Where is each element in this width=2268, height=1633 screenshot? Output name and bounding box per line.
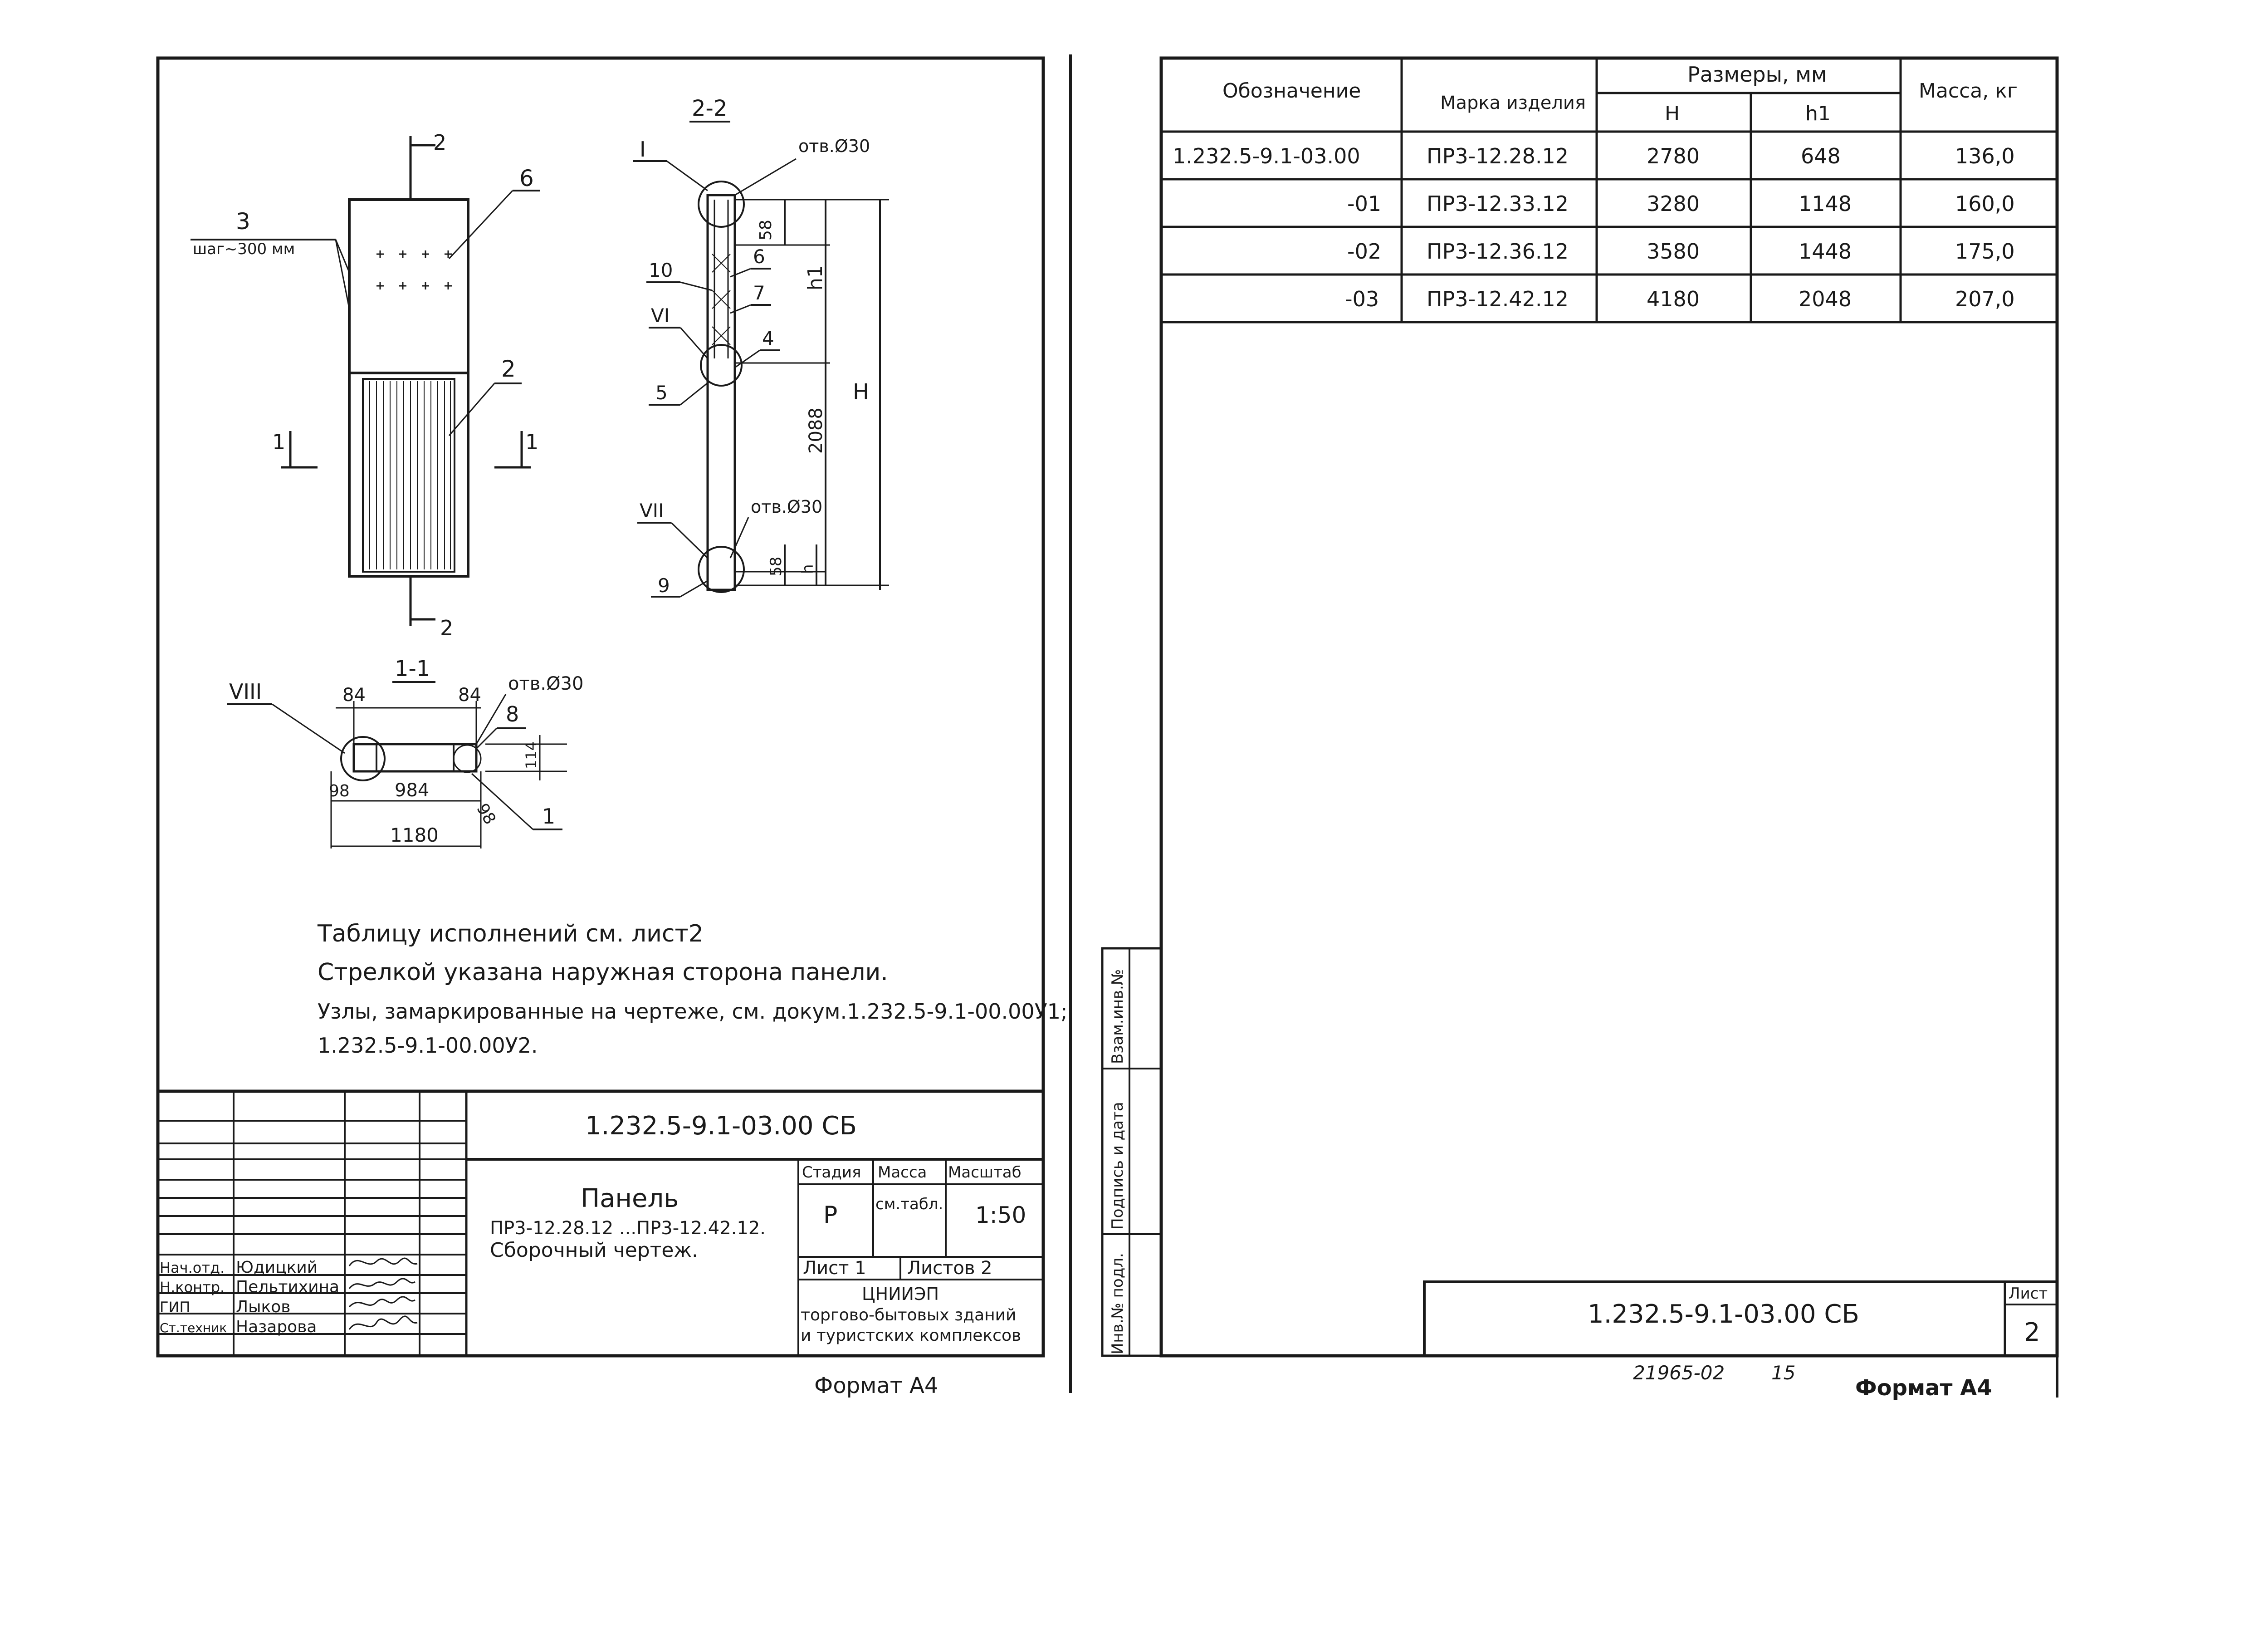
name-4: Назарова [236, 1318, 317, 1336]
note-3: Узлы, замаркированные на чертеже, см. докум.1.232.5-9.1-00.00У1; [318, 999, 1068, 1024]
sheet-2-code: 1.232.5-9.1-03.00 СБ [1588, 1300, 1859, 1329]
cell-H: 4180 [1647, 287, 1700, 311]
stamp-sign-date: Подпись и дата [1109, 1102, 1127, 1230]
table-row [1345, 287, 2015, 311]
cell-mark: ПР3-12.28.12 [1427, 144, 1569, 168]
format-label-2: Формат А4 [1855, 1375, 1992, 1401]
cell-H: 3580 [1647, 239, 1700, 264]
sheet-1 [158, 58, 1067, 1398]
cell-h1: 1148 [1799, 191, 1852, 216]
cell-designation: -03 [1345, 287, 1379, 311]
leader-3-note: шаг~300 мм [193, 240, 295, 258]
tb-org-2: торгово-бытовых зданий [801, 1306, 1017, 1324]
name-2: Пельтихина [236, 1278, 340, 1296]
dim-H: H [853, 379, 870, 405]
archive-number: 21965-02 [1633, 1362, 1725, 1384]
label-8: 8 [506, 702, 519, 726]
dim-114: 114 [523, 741, 540, 769]
dim-1180: 1180 [390, 824, 439, 846]
dim-h1: h1 [804, 265, 827, 290]
hole-bottom-label: отв.Ø30 [751, 497, 823, 517]
node-label-VII: VII [640, 500, 664, 522]
cell-H: 3280 [1647, 191, 1700, 216]
table-row [1347, 239, 2015, 264]
note-2: Стрелкой указана наружная сторона панели. [318, 959, 888, 986]
dim-h-bottom: h [799, 564, 817, 574]
archive-page: 15 [1771, 1362, 1796, 1384]
notes [317, 920, 1067, 1058]
cell-H: 2780 [1647, 144, 1700, 168]
variants-table [1161, 58, 2057, 322]
label-6: 6 [753, 245, 765, 268]
sheet-2-stamp [1424, 1282, 2057, 1356]
leader-2: 2 [501, 356, 516, 382]
tb-doctype: Сборочный чертеж. [490, 1239, 699, 1262]
section-1-1 [227, 656, 583, 848]
cut-label-1-right: 1 [525, 430, 539, 454]
cell-h1: 1448 [1799, 239, 1852, 264]
stamp-replace: Взам.инв.№ [1109, 969, 1127, 1064]
tb-scale-value: 1:50 [975, 1202, 1026, 1228]
node-label-I: I [640, 137, 646, 162]
label-9: 9 [658, 574, 670, 597]
tb-stage-value: Р [823, 1201, 838, 1229]
th-mark: Марка изделия [1440, 93, 1586, 113]
note-4: 1.232.5-9.1-00.00У2. [318, 1033, 538, 1058]
cut-label-2-top: 2 [433, 130, 447, 155]
cell-mark: ПР3-12.42.12 [1427, 287, 1569, 311]
tb-mass-header: Масса [878, 1163, 927, 1182]
role-2: Н.контр. [160, 1279, 225, 1296]
cell-mass: 160,0 [1955, 191, 2015, 216]
tb-org-1: ЦНИИЭП [862, 1284, 939, 1304]
name-1: Юдицкий [236, 1258, 318, 1277]
sheet-2-label: Лист [2009, 1285, 2048, 1303]
cell-mass: 207,0 [1955, 287, 2015, 311]
cell-mass: 136,0 [1955, 144, 2015, 168]
table-row [1173, 144, 2015, 168]
cell-designation: -01 [1347, 191, 1382, 216]
tb-scale-header: Масштаб [948, 1163, 1022, 1182]
cell-mass: 175,0 [1955, 239, 2015, 264]
section-2-2 [633, 96, 889, 597]
tb-subname: ПР3-12.28.12 ...ПР3-12.42.12. [490, 1218, 766, 1239]
cell-designation: 1.232.5-9.1-03.00 [1173, 144, 1360, 168]
sheet-2 [1070, 54, 2057, 1401]
th-h1: h1 [1805, 102, 1831, 125]
tb-mass-value: см.табл. [875, 1195, 943, 1213]
dim-58-bottom: 58 [767, 556, 785, 576]
name-3: Лыков [236, 1298, 291, 1316]
label-10: 10 [649, 259, 673, 281]
dim-984: 984 [395, 780, 430, 801]
sheet-2-frame [1161, 58, 2057, 1356]
table-row [1347, 191, 2015, 216]
tb-code: 1.232.5-9.1-03.00 СБ [585, 1111, 857, 1141]
label-4: 4 [762, 327, 774, 349]
panel-elevation [191, 130, 540, 640]
node-label-VIII: VIII [229, 679, 262, 704]
th-sizes: Размеры, мм [1687, 62, 1827, 87]
tb-sheet: Лист 1 [803, 1258, 866, 1279]
role-1: Нач.отд. [160, 1259, 225, 1276]
sheet-2-number: 2 [2024, 1318, 2040, 1347]
cell-mark: ПР3-12.33.12 [1427, 191, 1569, 216]
dim-2088: 2088 [806, 407, 826, 454]
format-label-1: Формат А4 [814, 1373, 938, 1398]
leader-6: 6 [519, 165, 534, 191]
dim-58-top: 58 [757, 220, 775, 240]
role-3: ГИП [160, 1299, 191, 1316]
section-2-2-title: 2-2 [692, 96, 728, 121]
dim-84-left: 84 [342, 685, 366, 706]
label-5: 5 [655, 382, 668, 404]
tb-org-3: и туристских комплексов [801, 1326, 1022, 1345]
th-mass: Масса, кг [1919, 79, 2018, 103]
node-label-VI: VI [651, 304, 670, 327]
cell-mark: ПР3-12.36.12 [1427, 239, 1569, 264]
tb-stage-header: Стадия [802, 1163, 861, 1182]
th-designation: Обозначение [1222, 79, 1361, 103]
side-stamp [1102, 948, 1161, 1356]
hole-top-label: отв.Ø30 [798, 136, 870, 156]
cell-h1: 2048 [1799, 287, 1852, 311]
label-7: 7 [753, 282, 765, 304]
note-1: Таблицу исполнений см. лист2 [318, 920, 704, 947]
cell-designation: -02 [1347, 239, 1382, 264]
dim-84-right: 84 [458, 685, 481, 706]
role-4: Ст.техник [160, 1320, 227, 1335]
cut-label-2-bottom: 2 [440, 616, 454, 640]
hole-1-1-label: отв.Ø30 [508, 673, 584, 694]
section-1-1-title: 1-1 [395, 656, 430, 682]
tb-name: Панель [581, 1184, 679, 1213]
cut-label-1-left: 1 [272, 430, 286, 454]
dim-98-right: 98 [473, 800, 499, 828]
title-block [158, 1091, 1043, 1356]
cell-h1: 648 [1801, 144, 1841, 168]
th-H: H [1665, 102, 1680, 125]
dim-98-left: 98 [329, 782, 350, 800]
leader-3: 3 [236, 208, 250, 235]
tb-sheets: Листов 2 [907, 1258, 992, 1279]
label-1: 1 [542, 804, 556, 829]
stamp-inv-orig: Инв.№ подл. [1109, 1253, 1127, 1354]
